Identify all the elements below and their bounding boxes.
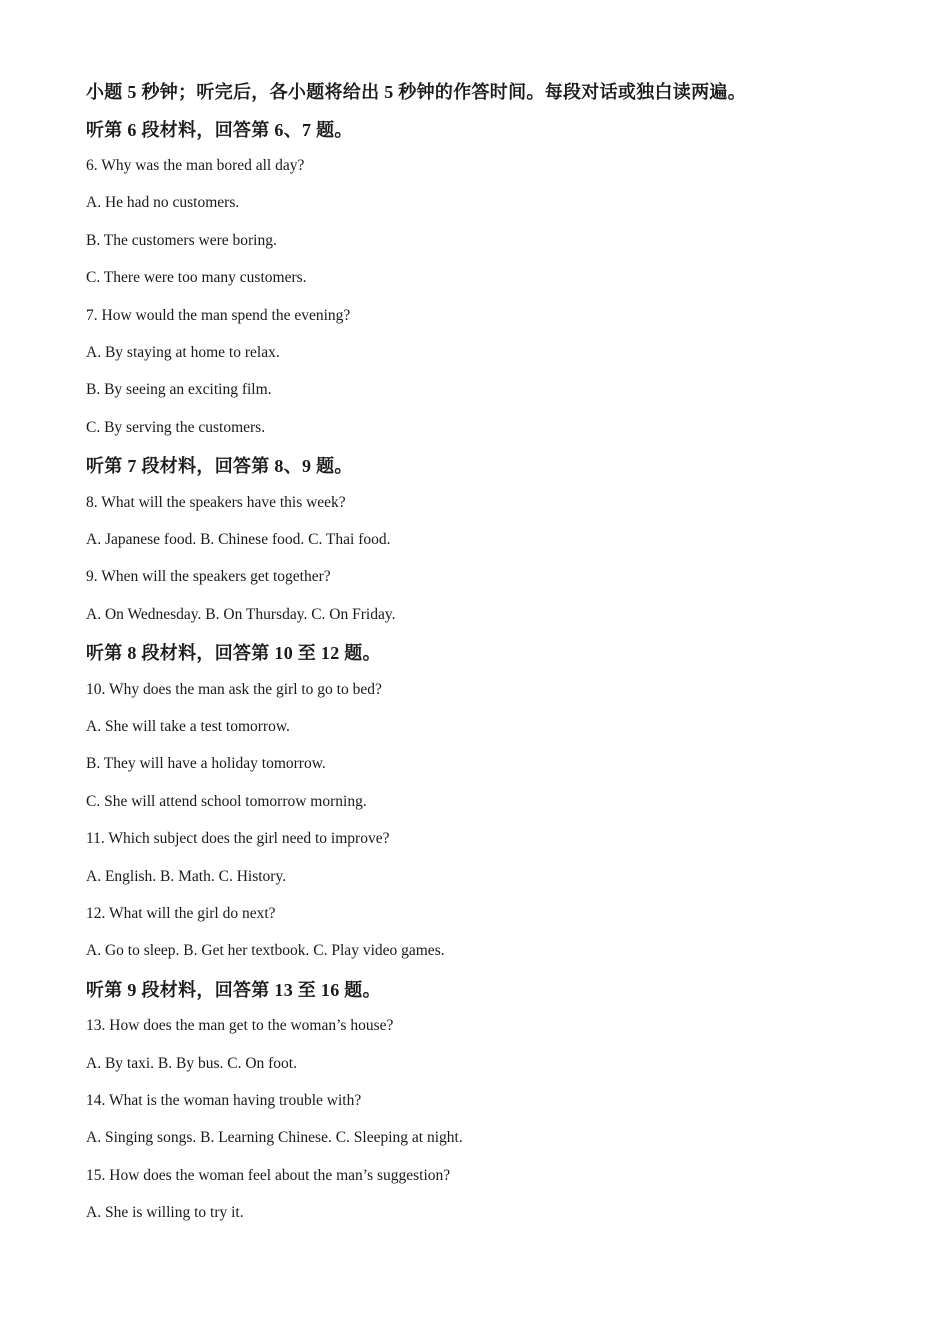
question-11: 11. Which subject does the girl need to improve?	[86, 830, 390, 848]
question-11-options: A. English. B. Math. C. History.	[86, 867, 287, 885]
question-6-option-a: A. He had no customers.	[86, 194, 240, 212]
section-heading-9: 听第 9 段材料，回答第 13 至 16 题。	[86, 979, 381, 1000]
instruction-text: 小题 5 秒钟；听完后，各小题将给出 5 秒钟的作答时间。每段对话或独白读两遍。	[86, 82, 746, 102]
question-13: 13. How does the man get to the woman’s house?	[86, 1017, 394, 1035]
section-heading-7: 听第 7 段材料，回答第 8、9 题。	[86, 456, 353, 477]
section-heading-6: 听第 6 段材料，回答第 6、7 题。	[86, 119, 353, 140]
question-12: 12. What will the girl do next?	[86, 905, 276, 923]
document-page	[86, 78, 886, 1238]
question-10-option-b: B. They will have a holiday tomorrow.	[86, 755, 326, 773]
question-10-option-a: A. She will take a test tomorrow.	[86, 718, 290, 736]
question-7-option-c: C. By serving the customers.	[86, 418, 266, 436]
question-12-options: A. Go to sleep. B. Get her textbook. C. Play video games.	[86, 942, 445, 960]
question-6-option-b: B. The customers were boring.	[86, 231, 277, 249]
question-8-options: A. Japanese food. B. Chinese food. C. Thai food.	[86, 531, 391, 549]
question-15: 15. How does the woman feel about the man’s suggestion?	[86, 1166, 451, 1184]
question-7-option-a: A. By staying at home to relax.	[86, 343, 280, 361]
question-14: 14. What is the woman having trouble with?	[86, 1092, 362, 1110]
question-10: 10. Why does the man ask the girl to go to bed?	[86, 680, 382, 698]
question-14-options: A. Singing songs. B. Learning Chinese. C. Sleeping at night.	[86, 1129, 463, 1147]
question-9-options: A. On Wednesday. B. On Thursday. C. On Friday.	[86, 605, 396, 623]
question-9: 9. When will the speakers get together?	[86, 568, 331, 586]
question-8: 8. What will the speakers have this week?	[86, 493, 346, 511]
section-heading-8: 听第 8 段材料，回答第 10 至 12 题。	[86, 643, 381, 664]
question-13-options: A. By taxi. B. By bus. C. On foot.	[86, 1054, 297, 1072]
question-7: 7. How would the man spend the evening?	[86, 306, 351, 324]
question-10-option-c: C. She will attend school tomorrow morning.	[86, 792, 367, 810]
question-6-option-c: C. There were too many customers.	[86, 269, 307, 287]
question-15-option-a: A. She is willing to try it.	[86, 1204, 244, 1222]
question-6: 6. Why was the man bored all day?	[86, 157, 305, 174]
question-7-option-b: B. By seeing an exciting film.	[86, 381, 272, 399]
